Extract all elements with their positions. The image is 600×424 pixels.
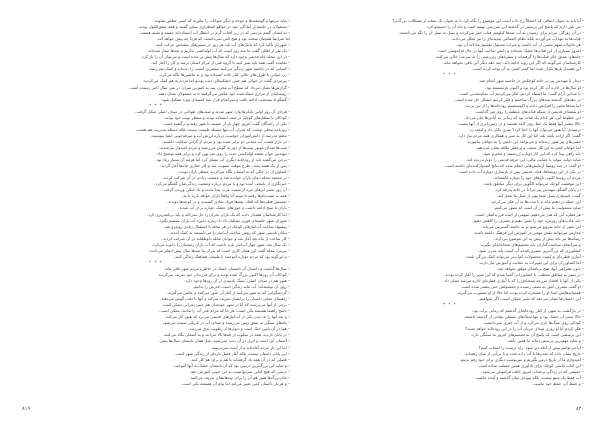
text-line: – در مسجد محله دعای باران خوانده شد و جمعیت زیادی در آن شرکت کردند. [162, 175, 290, 181]
text-line: – پیشنهاد ساخت آب‌انبارهای کوچک در هر محله با استقبال زیادی روبه‌رو شد. [163, 223, 290, 229]
text-line: – مقنی‌های پیر هنوز زنده‌اند و می‌توانند این دانش را به جوانان بیاموزند. [466, 138, 584, 144]
text-line: – خبرنگاری از پایتخت آمده بود و با مردم درباره وضعیت زندگی‌شان گفتگو می‌کرد. [154, 181, 290, 187]
left-page [22, 10, 290, 414]
text-line: – چاه‌های عمیق جای قنات‌ها را گرفته‌اند و سفره‌های زیرزمینی را به سرعت خالی می‌کنند. [434, 54, 584, 60]
text-line: – این پایان داستان نیست، بلکه آغاز فصل تازه‌ای از زندگی شهر است. [174, 350, 290, 356]
text-line: – روی آن نوشته‌اند: آب مایه زندگی است، قدرش را بدانیم. [192, 284, 290, 290]
text-line: – پاسخ راهنما همیشه یکی است: هر جا که مردم قدر آب را ندانند، ممکن است. [159, 308, 290, 314]
text-line: – و این‌گونه بود که مردم دوباره آموختند با طبیعت هماهنگ زندگی کنند. [173, 253, 290, 259]
text-line: – یک سال بعد، شهر چهار آب‌انبار تازه داشت که آب باران زمستان را ذخیره می‌کرد. [151, 241, 290, 247]
text-line: – من باور دارم که پاسخ این پرسش در گذشته این سرزمین نهفته است و باید آن را جستجو کرد. [425, 24, 584, 30]
text-line: – این خطوط آبی، هر کدام یک قنات بود که زمانی به آبادی‌ها جان می‌داد. [464, 114, 584, 120]
text-line: – او نقشه‌ای قدیمی از شبکه قنات‌های منطقه را روی میز گذاشت. [474, 108, 584, 114]
text-line: – کودکان با سطل‌های کوچک در صف ایستاده بودند و منتظر نوبت خود بودند. [163, 114, 290, 120]
text-line: – پیرمرد محله گفت این همان کاری است که پدران ما صدها سال پیش انجام می‌دادند. [148, 247, 290, 253]
text-line: – امیدوارم ما از تاریخ درس بگیریم و سرنوشت دیگری برای خود رقم بزنیم. [459, 356, 584, 362]
text-line: – برخی از آنها می‌پرسند که آیا در شهر خودشان هم چنین بحرانی ممکن است. [161, 302, 290, 308]
text-line: – بدون همراهی آنها، هیچ برنامه‌ای موفق نخواهد شد. [496, 265, 584, 271]
text-line: – در دهه‌های گذشته سدهای بزرگ ساختیم و فکر کردیم مشکل حل شده است. [454, 96, 584, 102]
text-line: – امروز بسیاری از این قنات‌ها خشک شده‌اند و دانش ساخت آنها در حال فراموشی است. [436, 48, 584, 54]
text-line: – نخستین قطره‌ها که افتاد، بچه‌ها فریاد شادی کشیدند و در کوچه‌ها دویدند. [166, 199, 290, 205]
left-page-number: ۸۱۹ [22, 406, 31, 412]
text-line: – آب فقط یک منبع نیست، بلکه پیوندی میان گذشته و آینده ماست. [474, 374, 584, 380]
text-line: – این موفقیت کوچک می‌تواند الگویی برای دیگر مناطق باشد. [482, 181, 584, 187]
text-line: * * * [149, 259, 163, 265]
text-line: – و شاید مهم‌ترین پرسش زمانه ما همین باشد. [506, 338, 584, 344]
text-line: – معلم مدرسه از دانش‌آموزان خواست درباره ارزش آب و صرفه‌جویی انشا بنویسند. [150, 132, 290, 138]
text-line: – قنات‌ها نه تنها آب می‌آوردند بلکه نظام اجتماعی پیچیده‌ای را نیز شکل می‌دادند. [450, 36, 584, 42]
text-line: – کودکی روی سنگ‌ها بازی می‌کرد و از آب چیزی نمی‌دانست. [482, 320, 584, 326]
text-line: – آیا می‌توانیم پیش از آنکه دیر شود، راه درست را انتخاب کنیم؟ [478, 344, 584, 350]
text-line: – با صدایی آرام گفت: ما اشتباه کردیم، فکر می‌کردیم آب تمام‌نشدنی است. [458, 90, 584, 96]
text-line: – حقیقتی که در زندگی پرشتاب امروز اغلب فراموش می‌شود. [481, 368, 584, 374]
text-line: – در بازگشت به شهر، از کنار رودخانه‌ای گذشتم که زمانی پرآب بود. [471, 308, 584, 314]
text-line: – روزنامه محلی نوشت که بحران آب تنها مسئله طبیعت نیست بلکه مسئله مدیریت هم هست. [135, 126, 290, 132]
text-line: – و بعد آنها را به دیدن یکی از آب‌انبارهای قدیمی می‌برد که هنوز کار می‌کند. [164, 314, 290, 320]
text-line: – شب‌ها صدای موتور پمپ‌ها از دور به گوش می‌رسید و مردم امیدوار می‌شدند. [158, 144, 290, 150]
text-line: – درسی که هیچ کتابی نمی‌توانست به این خوبی آموزش دهد. [189, 368, 290, 374]
text-line: – هر خانواده سهم معینی از آب داشت و میراب مسئول تقسیم عادلانه آن بود. [456, 42, 584, 48]
text-line: – یک نفر از اهالی گفت ما سه روز است که آب لوله‌کشی نداریم و بچه‌ها بیمار شده‌اند. [146, 48, 290, 54]
text-line: – فردای آن روز اولین تانکرها وارد شهر شدند و صف‌های طولانی در میدان اصلی شکل گرفت. [135, 108, 290, 114]
text-line: – پله‌های سنگی به عمق زمین می‌رسند و صدای آب در تاریکی شنیده می‌شود. [161, 320, 290, 326]
text-line: – همسایه‌هایش ابتدا او را مسخره کرده بودند اما حالا از او مشورت می‌گیرند. [456, 290, 584, 296]
text-line: – پرسیدم: آیا هنوز می‌توان آنها را احیا کرد؟ سری تکان داد و لبخند زد. [468, 126, 584, 132]
text-line: – مدارس می‌توانند نقش مهمی در آموزش این فرهنگ داشته باشند. [473, 229, 584, 235]
text-line: – گفتگو تا نیمه‌شب ادامه یافت و سرانجام قرار شد کمیته‌ای ویژه تشکیل شود. [160, 96, 290, 102]
text-line: – باید راهی پیدا کرد که این کار دوباره ارزشمند و محترم شود. [481, 151, 584, 157]
text-line: – او گفت در چند روستا آزمایش‌هایی انجام شده که نتایج امیدوارکننده‌ای داشته است. [444, 163, 584, 169]
text-line: – او گفت مصرف آبش به نصف رسیده و محصولش حتی بیشتر شده است. [460, 284, 584, 290]
text-line: – و حفظ آن، حفظ خود ماست. [532, 380, 584, 386]
text-line: – آیا باید به عنوان اتفاقی که احتمالاً رخ داده است این موضوع را نگاه کرد یا به عنوان یک نشانه از مشکلات بزرگ‌تر؟ [392, 18, 584, 23]
text-line: – کودکان آن روزها اکنون بزرگ شده بودند و برای فرزندان خود تعریف می‌کردند. [157, 271, 290, 277]
text-line: – در یکی از این روستاها، قنات قدیمی پس از بازسازی دوباره آب داده است. [457, 169, 584, 175]
text-line: – اما جوانان کمتر به این کار سخت و پرخطر علاقه نشان می‌دهند. [475, 144, 584, 150]
text-line: * * * [443, 72, 457, 78]
text-line: اما شرایط همچنان سخت بود و هیچ کس نمی‌دانست که فردا چه پیش خواهد آمد. [156, 36, 290, 42]
text-line: – گزارش‌ها نشان می‌داد که سطح آب مخزن سد به کمترین میزان در سی سال اخیر رسیده است. [128, 84, 290, 90]
text-line: – اما سدها تبخیر را افزایش دادند و اکوسیستم رودخانه‌ها را از بین بردند. [464, 102, 584, 108]
text-line: – بنایان قدیمی شهر که روش ساخت آب‌انبار را می‌دانستند به کمک آمدند. [169, 229, 290, 235]
text-line: – این داستان‌ها نشان می‌دهد که تغییر ممکن است، اگر بخواهیم. [478, 296, 584, 302]
text-line: – اما کارشناسان هشدار دادند که یک باران بحران را حل نمی‌کند و باید برنامه‌ریزی کرد. [146, 211, 290, 217]
text-line: – دیدار با مهندس پیر در خانه کوچکش در حاشیه شهر انجام شد. [478, 78, 584, 84]
text-line: – این جمله در ذهنم ماند و تا مدت‌ها به آن فکر می‌کردم. [490, 199, 584, 205]
text-line: * * * [149, 102, 163, 108]
text-line: – رسانه‌ها نیز باید بیش از پیش به این موضوع بپردازند. [493, 235, 584, 241]
text-line: – حالا بیشتر آنها فقط یک خط روی کاغذ هستند و در زمین اثری از آنها نیست. [456, 120, 584, 126]
text-line: – فصلی که در آن همه یاد گرفته‌اند با هم و برای هم کار کنند. [189, 356, 290, 362]
text-line: – آن روز عصر ابرهای تیره از سمت غرب پیدا شدند و باد خنکی وزیدن گرفت. [162, 187, 290, 193]
text-line: – کسانی که در حاشیه شهر زندگی می‌کنند بیشترین آسیب را دیده‌اند و کمک نمی‌رسد. [148, 66, 290, 72]
text-line: – و شاید این بزرگ‌ترین درسی بود که آن تابستان خشک به آنها آموخت. [173, 362, 290, 368]
text-line: – این هشدار بارها تکرار شده اما کمتر کسی به آن توجه کرده است. [472, 66, 584, 72]
text-line: – یکی از رانندگان گفت امروز چهار بار از چشمه تا شهر رفته و برگشته است. [162, 120, 290, 126]
text-line: – و سرانجام، سیاست‌گذاران باید تصمیم‌های شجاعانه‌ای بگیرند. [479, 241, 584, 247]
text-line: – او سال‌ها در اداره آب کار کرده بود و اکنون بازنشسته بود. [485, 84, 584, 90]
text-line: – پیرمردی گفت در جوانی هم چنین خشکسالی دیده بودیم اما مردم به هم کمک می‌کردند. [142, 78, 290, 84]
text-line: * * * [443, 302, 457, 308]
text-line: – کارشناسان می‌گویند که اگر این روند ادامه یابد، چند دهه دیگر آبی باقی نخواهد ماند. [442, 60, 584, 66]
text-line: – همه به پشت‌بام‌ها رفتند تا ببینند آیا واقعاً باران خواهد بارید یا نه. [182, 193, 290, 199]
text-line: – باران تا صبح ادامه داشت و جوی‌های خشک دوباره پر از آب شدند. [178, 205, 290, 211]
text-line: – گردشگرانی که به شهر می‌آیند از کنار آن عبور می‌کنند و عکس می‌گیرند. [166, 290, 290, 296]
right-page [316, 10, 584, 414]
text-line: – راهنمای محلی داستان را برایشان تعریف می‌کند و آنها با دقت گوش می‌دهند. [159, 296, 290, 302]
right-page-number: ۸۲۰ [575, 406, 584, 412]
text-line: – در این محله چاه قدیمی وجود دارد که سال‌ها پیش پر شده است و می‌توان آن را باز کرد. [140, 54, 290, 60]
text-line: – مادربزرگ‌ها هنوز هم آن را برای نوه‌هایشان تعریف می‌کنند. [189, 374, 290, 380]
left-page-text [22, 18, 290, 394]
text-line: – این پرسشی است که پاسخ آن به تصمیم‌های امروز ما بستگی دارد. [470, 332, 584, 338]
text-line: – در پایان گفتگو، مهندس پیر مرا تا در خانه بدرقه کرد. [494, 187, 584, 193]
text-line: – در بازار قیمت آب معدنی دو برابر شده بود و مردم از گرانی شکایت داشتند. [161, 138, 290, 144]
text-line: – شورای شهر جلسه‌ای فوری تشکیل داد تا درباره ذخیره آب باران تصمیم بگیرد. [157, 217, 290, 223]
text-line: – گفت: اگر اراده باشد بله، اما این کار به صبر و همکاری همه مردم نیاز دارد. [457, 132, 584, 138]
text-line: – شهردار تأکید کرد که تانکرهای آب باید هر روز در مسیرهای مشخص حرکت کنند. [154, 42, 290, 48]
text-line: – کشاورزی که بزرگ‌ترین مصرف‌کننده آب است باید مدرن شود. [477, 247, 584, 253]
text-line: – باید عادت‌های روزمره خود را تغییر دهیم و مصرف را کاهش دهیم. [472, 217, 584, 223]
text-line: – برخی می‌گفتند باید از رودخانه دیگری آب منتقل کرد اما هزینه آن بسیار زیاد بود. [155, 157, 290, 163]
text-line: – گفت: امیدوارم نسل شما بهتر از نسل ما عمل کند. [496, 193, 584, 199]
text-line: – کار ساخت از ماه بعد آغاز شد و جوانان محله داوطلبانه در آن شرکت کردند. [161, 235, 290, 241]
text-line: – سال‌ها گذشت و داستان آن تابستان خشک در خاطره مردم شهر باقی ماند. [163, 265, 290, 271]
text-line: – شاید مسئولیت ما بیش از آن است که تصور می‌کنیم. [493, 205, 584, 211]
text-line: – به ایشان گفتم مردمی که در زیر آفتاب گرم در انتظار آب ایستاده‌اند خسته و تشنه هستند. [139, 30, 290, 36]
text-line: – یکی از آنها با افتخار مزرعه پسته‌اش را که با آبیاری قطره‌ای اداره می‌شد نشان داد. [442, 278, 584, 284]
text-line: – در پایان بازدید، همه در سکوت از پله‌ها بالا می‌آیند و به آسمان نگاه می‌کنند. [162, 332, 290, 338]
text-line: – روستاییان از مزارع خشک‌شده خود عکس می‌گرفتند تا به مسئولان نشان دهند. [157, 90, 290, 96]
text-line: – هوا در آن پایین خنک است و دیوارها از رطوبت برق می‌زنند. [188, 326, 290, 332]
text-line: – بیاید مرغها و گوسفندها و جوجه و دیگر حیوانات را بیاورید که اسیر عطش نشوند. [153, 18, 290, 23]
text-line: – پس از یک هفته بحث، طرح موقت تصویب شد و کار حفاری چاه‌ها آغاز گردید. [159, 163, 290, 169]
text-line: – مهندس جوان نقشه لوله‌کشی جدید را روی میز پهن کرد و برای همه توضیح داد. [156, 151, 290, 157]
text-line: – هر قطره آبی که هدر می‌دهیم، سهمی از آینده فرزندانمان است. [474, 211, 584, 217]
text-line: – مردم آن روستا اکنون باغ‌های خود را دوباره کاشته‌اند. [492, 175, 584, 181]
text-line: – هنوز هم در میدان اصلی، سنگ یادبودی از آن روزها وجود دارد. [184, 278, 290, 284]
text-line: – این کتاب تلاشی کوچک برای یادآوری همین حقیقت ساده است. [477, 362, 584, 368]
text-line: – مسئولان در جلسه از آمادگی خود در مواقع اضطراری سخن گفتند و همه متفق‌القول بودند. [138, 24, 290, 30]
text-line: – زن جوانی با ظرف‌های خالی کنار جاده ایستاده بود و به ماشین‌ها نگاه می‌کرد. [159, 72, 290, 78]
text-line: – در سفر به مناطق مختلف، با کشاورزانی آشنا شدم که این تغییر را آغاز کرده بودند. [444, 271, 584, 277]
text-line: – شاید دولت بتواند با حمایت مالی، این حرفه قدیمی را دوباره زنده کند. [465, 157, 584, 163]
text-line: – آبیاری قطره‌ای و کشت محصولات کم‌آب‌بر می‌تواند کمک بزرگی باشد. [465, 253, 584, 259]
text-line: – اما کشاورزان برای این تغییرات به حمایت و آموزش نیاز دارند. [478, 259, 584, 265]
text-line: – و هر بار داستان کمی تغییر می‌کند اما پیام آن همیشه یکی است. [181, 380, 290, 386]
text-line: – در آن روزگار، مردم برای رسیدن به آب صدها کیلومتر قنات حفر می‌کردند و نسل به نسل آن را نگه می‌داشتند. [398, 30, 584, 36]
text-line: – نماینده گفت همه باید صبر کنند تا گروه فنی از مرکز استان برسد و کار را آغاز کند. [150, 60, 290, 66]
text-line: – تاریخ نشان داده که تمدن‌ها با آب زاده شده و با بی‌آبی از میان رفته‌اند. [464, 350, 584, 356]
text-line: – حالا بستر آن خشک بود و تنها سنگ‌های صیقلی نشانی از گذشته داشتند. [463, 314, 584, 320]
text-line: – آسمان آبی است و ابری در آن دیده نمی‌شود، مثل همان تابستان سال‌ها پیش. [158, 338, 290, 344]
text-line: – فکر کردم آیا او روزی صدای جریان آب را در این رودخانه خواهد شنید؟ [465, 326, 584, 332]
right-page-text [316, 18, 584, 394]
text-line: – این تغییر از خانه شروع می‌شود و به جامعه گسترش می‌یابد. [481, 223, 584, 229]
text-line: – کشاورزان در حالی که به آسمان نگاه می‌کردند منتظر باران بودند. [178, 169, 290, 175]
text-line: – اما این بار مردم آماده‌اند و از آینده نمی‌ترسند. [210, 344, 290, 350]
